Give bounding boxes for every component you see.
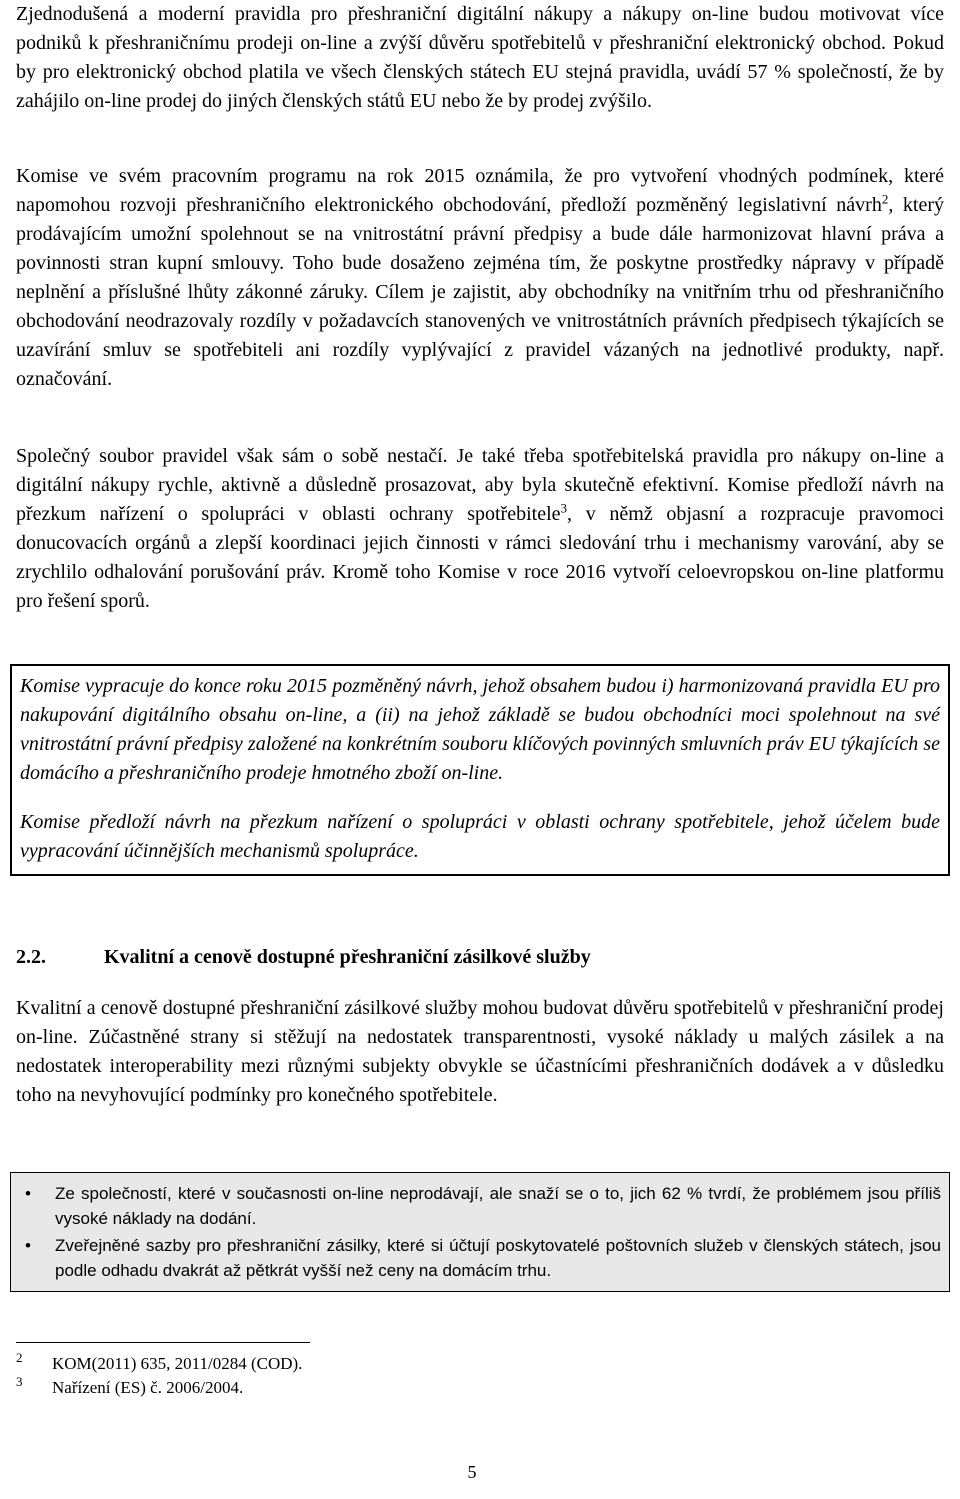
- list-item: [21, 1181, 941, 1231]
- paragraph-text: Pokud by pro elektronický obchod platila ve všech členských státech EU stejná pravidla, uvádí 57 % společností, že by zahájilo on-line prodej do jiných členských států EU nebo že by prodej zvýšilo.: [16, 32, 944, 112]
- section-title: Kvalitní a cenově dostupné přeshraniční zásilkové služby: [104, 946, 591, 968]
- footnote-text: KOM(2011) 635, 2011/0284 (COD).: [52, 1354, 303, 1373]
- footnote: [16, 1352, 944, 1376]
- action-box: [10, 664, 950, 876]
- list-item-text: Ze společností, které v současnosti on-line neprodávají, ale snaží se o to, jich 62 % tvrdí, že problémem jsou příliš vysoké náklady na dodání.: [55, 1184, 941, 1228]
- page-number: 5: [467, 1462, 477, 1482]
- footnote-ref-2[interactable]: 2: [881, 191, 889, 207]
- footnote-mark: 2: [16, 1350, 23, 1365]
- bullet-icon: •: [25, 1184, 31, 1203]
- bullet-icon: •: [25, 1236, 31, 1255]
- paragraph-text: , který prodávajícím umožní spolehnout se na vnitrostátní právní předpisy a bude dále harmonizovat hlavní práva a povinnosti stran kupní smlouvy. Toho bude dosaženo zejména tím, že poskytne prostředky nápravy v případě neplnění a příslušné lhůty zákonné záruky.: [16, 194, 944, 303]
- facts-box: [10, 1172, 950, 1292]
- footnotes: [16, 1352, 944, 1400]
- paragraph-text: Komise ve svém pracovním programu na rok 2015 oznámila, že pro vytvoření vhodných podmínek, které napomohou rozvoji přeshraničního elektronického obchodování, předloží pozměněný legislativní návrh: [16, 165, 944, 216]
- footnote-ref-3[interactable]: 3: [560, 500, 568, 516]
- section-heading: [16, 943, 944, 971]
- footnote-mark: 3: [16, 1374, 23, 1389]
- paragraph-text: Společný soubor pravidel však sám o sobě nestačí.: [16, 445, 448, 467]
- section-number: 2.2.: [16, 946, 46, 968]
- list-item-text: Zveřejněné sazby pro přeshraniční zásilky, které si účtují poskytovatelé poštovních služeb v členských státech, jsou podle odhadu dvakrát až pětkrát vyšší než ceny na domácím trhu.: [55, 1236, 941, 1280]
- paragraph-enforcement: [16, 442, 944, 616]
- action-box-paragraph: Komise vypracuje do konce roku 2015 pozměněný návrh, jehož obsahem budou i) harmonizovaná pravidla EU pro nakupování digitálního obsahu on-line, a (ii) na jehož základě se budou obchodníci moci spolehnout na své vnitrostátní právní předpisy založené na konkrétním souboru klíčových povinných smluvních práv EU týkajících se domácího a přeshraničního prodeje hmotného zboží on-line.: [20, 675, 940, 784]
- paragraph-digital-purchases: [16, 0, 944, 116]
- paragraph-text: Je také třeba spotřebitelská pravidla pro nákupy on-line a digitální nákupy rychle, aktivně a důsledně prosazovat, aby byla skutečně efektivní. Komise předloží návrh na přezkum nařízení o spolupráci v oblasti ochrany spotřebitele: [16, 445, 945, 525]
- paragraph-text: Zjednodušená a moderní pravidla pro přeshraniční digitální nákupy a nákupy on-line budou motivovat více podniků k přeshraničnímu prodeji on-line a zvýší důvěru spotřebitelů v přeshraniční elektronický obchod.: [16, 3, 944, 54]
- facts-list: [21, 1181, 941, 1283]
- paragraph-work-programme: [16, 162, 944, 394]
- paragraph-parcel-services: Kvalitní a cenově dostupné přeshraniční zásilkové služby mohou budovat důvěru spotřebitelů v přeshraniční prodej on-line. Zúčastněné strany si stěžují na nedostatek transparentnosti, vysoké náklady u malých zásilek a na nedostatek interoperability mezi různými subjekty obvykle se účastnícími přeshraničních dodávek a v důsledku toho na nevyhovující podmínky pro konečného spotřebitele.: [16, 997, 944, 1106]
- paragraph-text: , v němž objasní a rozpracuje pravomoci donucovacích orgánů a zlepší koordinaci jejich činnosti v rámci sledování trhu i mechanismy varování, aby se zrychlilo odhalování porušování práv. Kromě toho Komise v roce 2016 vytvoří celoevropskou on-line platformu pro řešení sporů.: [16, 503, 945, 612]
- paragraph-text: Cílem je zajistit, aby obchodníky na vnitřním trhu od přeshraničního obchodování neodrazovaly rozdíly v požadavcích stanovených ve vnitrostátních právních předpisech týkajících se uzavírání smluv se spotřebiteli ani rozdíly vyplývající z pravidel vázaných na jednotlivé produkty, např. označování.: [16, 281, 945, 390]
- footnote-text: Nařízení (ES) č. 2006/2004.: [52, 1378, 244, 1397]
- action-box-paragraph: Komise předloží návrh na přezkum nařízení o spolupráci v oblasti ochrany spotřebitele, jehož účelem bude vypracování účinnějších mechanismů spolupráce.: [20, 811, 940, 862]
- list-item: [21, 1233, 941, 1283]
- footnote: [16, 1376, 944, 1400]
- footnote-divider: [16, 1342, 310, 1343]
